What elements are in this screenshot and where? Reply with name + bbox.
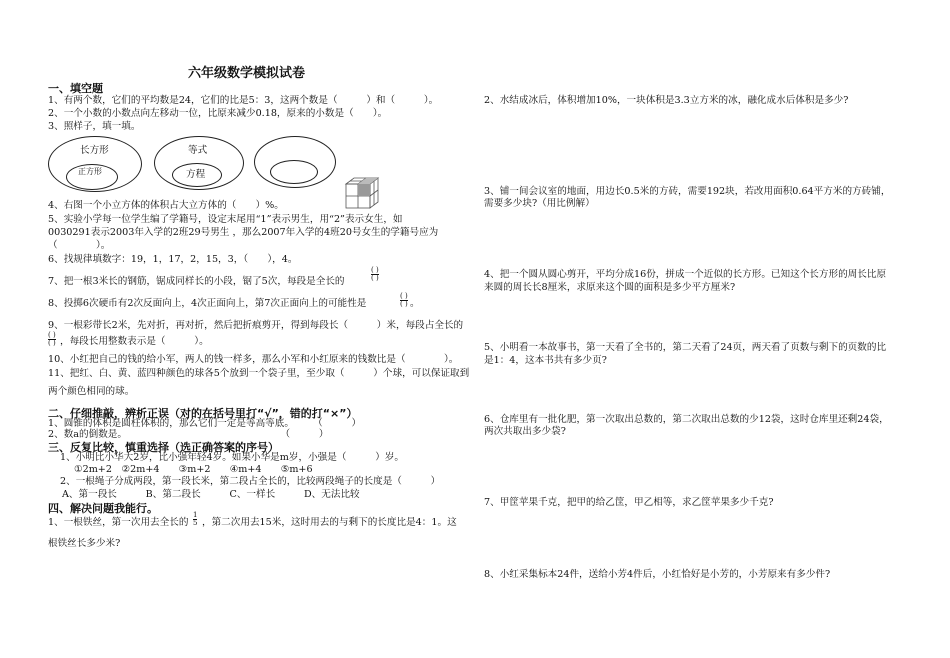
right-question-6-line2: 两次共取出多少袋? [484, 426, 566, 437]
fraction-denominator: 5 [193, 519, 198, 527]
question-4-1-line2: 根铁丝长多少米? [48, 538, 121, 549]
question-1-7: 7、把一根3米长的钢筋，锯成同样长的小段，锯了5次，每段是全长的 [48, 276, 345, 287]
question-1-11-line2: 两个颜色相同的球。 [48, 386, 135, 397]
question-2-2: 2、数a的倒数是。 （ ） [48, 429, 329, 440]
venn-1-inner-label: 正方形 [78, 167, 102, 176]
question-1-8: 8、投掷6次硬币有2次反面向上，4次正面向上，第7次正面向上的可能性是 [48, 298, 367, 309]
question-1-11-line1: 11、把红、白、黄、蓝四种颜色的球各5个放到一个袋子里，至少取（ ）个球，可以保证取到 [48, 368, 470, 379]
venn-1-outer-label: 长方形 [80, 145, 109, 156]
section-heading-fill-in: 一、填空题 [48, 82, 103, 95]
question-1-5-line2: 0030291表示2003年入学的2班29号男生 ，那么2007年入学的4班20号女生的学籍号应为 [48, 227, 439, 238]
venn-3-inner-ellipse [270, 160, 318, 184]
fraction-denominator: ( ) [400, 300, 408, 308]
question-1-10: 10、小红把自己的钱的给小军，两人的钱一样多，那么小军和小红原来的钱数比是（ ）。 [48, 354, 459, 365]
section-heading-true-false: 二、仔细推敲，辨析正误（对的在括号里打“√”，错的打“×”） [48, 407, 358, 420]
fraction-numerator: ( ) [400, 292, 408, 300]
venn-2-outer-label: 等式 [188, 145, 208, 156]
question-3-1: 1、小明比小华大2岁，比小强年轻4岁。如果小华是m岁，小强是（ ）岁。 [60, 452, 405, 463]
right-question-7: 7、甲筐苹果千克，把甲的给乙筐，甲乙相等，求乙筐苹果多少千克? [484, 497, 774, 508]
fraction-q9 [48, 332, 56, 347]
fraction-denominator: ( ) [371, 274, 379, 282]
question-3-2: 2、一根绳子分成两段，第一段长米，第二段占全长的，比较两段绳子的长度是（ ） [60, 476, 441, 487]
fraction-denominator: ( ) [48, 339, 56, 347]
fraction-numerator: ( ) [48, 331, 56, 339]
fraction-q8 [400, 293, 408, 308]
right-question-8: 8、小红采集标本24件，送给小芳4件后，小红恰好是小芳的，小芳原来有多少件? [484, 569, 831, 580]
section-heading-problem-solving: 四、解决问题我能行。 [48, 502, 158, 515]
right-question-4-line1: 4、把一个圆从圆心剪开，平均分成16份，拼成一个近似的长方形。已知这个长方形的周长比原 [484, 269, 887, 280]
question-1-3: 3、照样子，填一填。 [48, 121, 141, 132]
fraction-q4-1 [193, 512, 197, 527]
right-question-5-line2: 是1：4，这本书共有多少页? [484, 355, 607, 366]
page-title: 六年级数学模拟试卷 [188, 66, 306, 81]
question-1-9-line2: ，每段长用整数表示是（ ）。 [60, 336, 209, 347]
question-1-5-line1: 5、实验小学每一位学生编了学籍号，设定末尾用“1”表示男生，用“2”表示女生，如 [48, 214, 403, 225]
section-heading-multiple-choice: 三、反复比较，慎重选择（选正确答案的序号） [48, 441, 279, 454]
right-question-3-line2: 需要多少块?（用比例解） [484, 198, 595, 209]
fraction-numerator: ( ) [371, 266, 379, 274]
question-1-9-line1: 9、一根彩带长2米，先对折，再对折，然后把折痕剪开，得到每段长（ ）米，每段占全长的 [48, 320, 464, 331]
right-question-2: 2、水结成冰后，体积增加10%，一块体积是3.3立方米的冰，融化成水后体积是多少? [484, 95, 849, 106]
question-1-2: 2、一个小数的小数点向左移动一位，比原来减少0.18，原来的小数是（ ）。 [48, 108, 388, 119]
question-1-1: 1、有两个数，它们的平均数是24，它们的比是5：3，这两个数是（ ）和（ ）。 [48, 95, 439, 106]
right-question-5-line1: 5、小明看一本故事书，第一天看了全书的，第二天看了24页，两天看了页数与剩下的页数的比 [484, 342, 887, 353]
right-question-3-line1: 3、铺一间会议室的地面，用边长0.5米的方砖，需要192块，若改用面积0.64平方米的方砖铺， [484, 186, 891, 197]
question-1-5-line3: （ ）。 [48, 240, 111, 251]
question-4-1-line1b: ，第二次用去15米，这时用去的与剩下的长度比是4：1。这 [202, 517, 457, 528]
fraction-q8-dot: 。 [410, 298, 420, 309]
right-question-6-line1: 6、仓库里有一批化肥，第一次取出总数的，第二次取出总数的少12袋，这时仓库里还剩24袋， [484, 414, 889, 425]
question-4-1-line1a: 1、一根铁丝，第一次用去全长的 [48, 517, 189, 528]
question-3-2-options: A、第一段长 B、第二段长 C、一样长 D、无法比较 [62, 489, 360, 500]
question-2-1: 1、圆锥的体积是圆柱体积的，那么它们一定是等高等底。 （ ） [48, 418, 362, 429]
venn-2-inner-label: 方程 [186, 169, 206, 180]
fraction-q7 [371, 267, 379, 282]
right-question-4-line2: 来圆的周长长8厘米，求原来这个圆的面积是多少平方厘米? [484, 282, 736, 293]
fraction-numerator: 1 [193, 511, 198, 519]
question-3-1-options: ①2m+2 ②2m+4 ③m+2 ④m+4 ⑤m+6 [74, 464, 313, 475]
cube-figure [344, 176, 384, 210]
question-1-6: 6、找规律填数字：19，1，17，2，15，3，（ ），4。 [48, 254, 298, 265]
question-1-4: 4、右图一个小立方体的体积占大立方体的（ ）%。 [48, 200, 284, 211]
